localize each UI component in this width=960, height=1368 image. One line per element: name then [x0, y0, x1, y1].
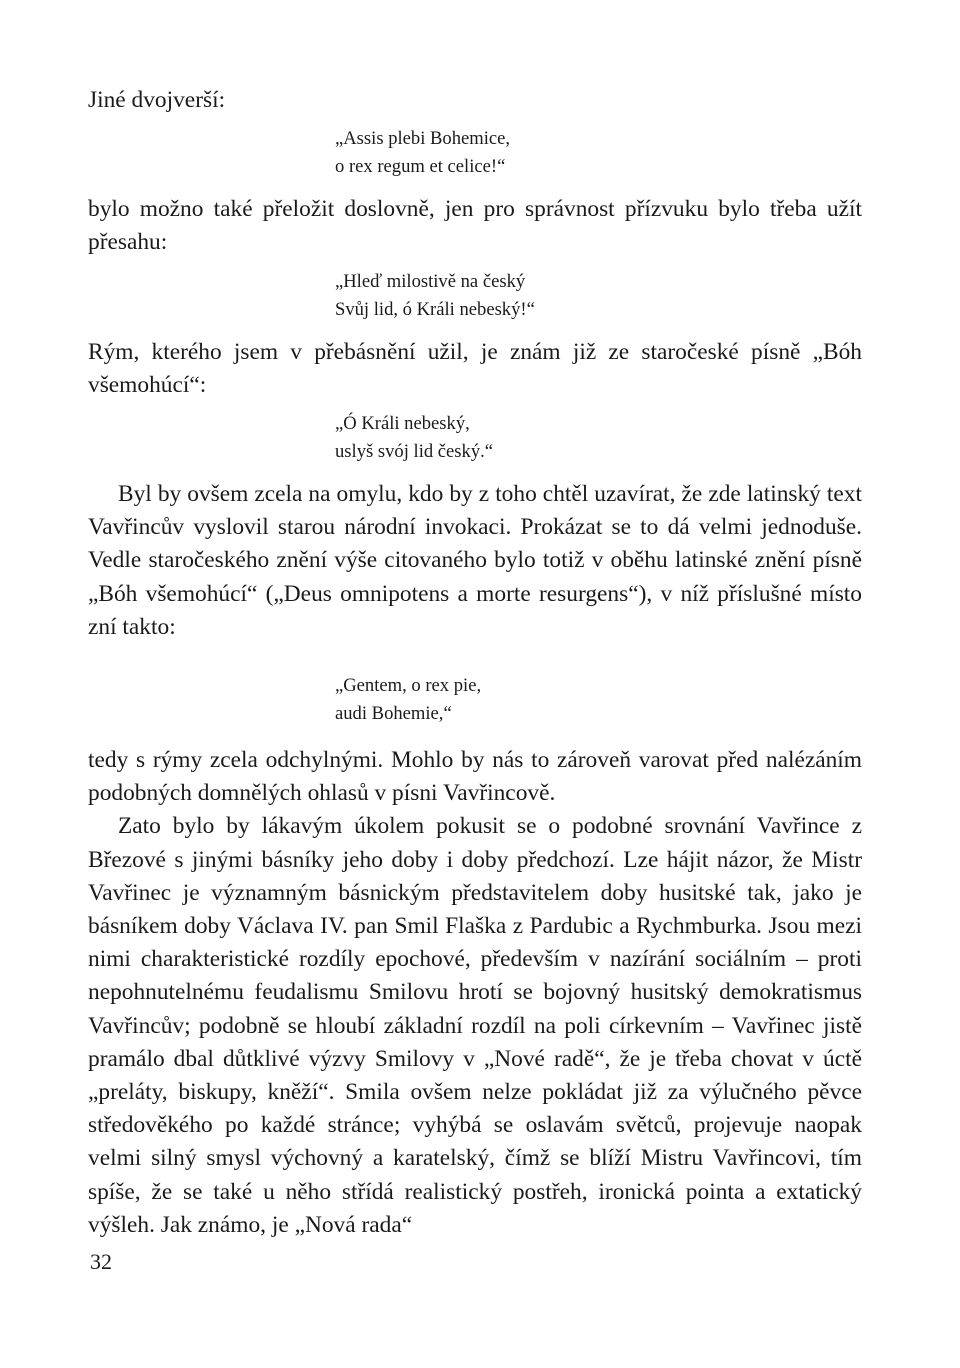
verse-line: o rex regum et celice!“: [335, 156, 506, 178]
page-content: [88, 84, 862, 1242]
verse-line: „Hleď milostivě na český: [335, 270, 526, 292]
paragraph-comparison: Zato bylo by lákavým úkolem pokusit se o podobné srovnání Vavřince z Březové s jinými básníky jeho doby i doby předchozí. Lze hájit názor, že Mistr Vavřinec je významným básnickým představitelem doby husitské tak, jako je básníkem doby Václava IV. pan Smil Flaška z Pardubic a Rychmburka. Jsou mezi nimi charakteristické rozdíly epochové, především v nazírání sociálním – proti nepohnutelnému feudalismu Smilovu hrotí se bojovný husitský demokratismus Vavřincův; podobně se hloubí základní rozdíl na poli církevním – Vavřinec jistě pramálo dbal důtklivé výzvy Smilovy v „Nové radě“, že je třeba chovat v úctě „preláty, biskupy, kněží“. Smila ovšem nelze pokládat již za výlučného pěvce středověkého po každé stránce; vyhýbá se oslavám světců, projevuje naopak velmi silný smysl výchovný a karatelský, čímž se blíží Mistru Vavřincovi, tím spíše, že se také u něho střídá realistický postřeh, ironická pointa a extatický výšleh. Jak známo, je „Nová rada“: [88, 813, 862, 1238]
verse-quote-latin-2: [335, 672, 862, 728]
verse-line: „Ó Králi nebeský,: [335, 413, 470, 435]
paragraph-intro: Jiné dvojverší:: [88, 87, 226, 113]
verse-line: „Assis plebi Bohemice,: [335, 128, 511, 150]
verse-quote-latin-1: [335, 125, 862, 181]
verse-quote-czech-translation: [335, 268, 862, 324]
paragraph-rhyme: Rým, kterého jsem v přebásnění užil, je znám již ze staročeské písně „Bóh všemohúcí“:: [88, 338, 862, 398]
verse-line: audi Bohemie,“: [335, 703, 452, 725]
paragraph-translation: bylo možno také přeložit doslovně, jen pro správnost přízvuku bylo třeba užít přesahu:: [88, 196, 862, 256]
verse-line: „Gentem, o rex pie,: [335, 675, 482, 697]
paragraph-mistake: Byl by ovšem zcela na omylu, kdo by z toho chtěl uzavírat, že zde latinský text Vavřincův vyslovil starou národní invokaci. Prokázat se to dá velmi jednoduše. Vedle staročeského znění výše citovaného bylo totiž v oběhu latinské znění písně „Bóh všemohúcí“ („Deus omnipotens a morte resurgens“), v níž příslušné místo zní takto:: [88, 481, 862, 640]
verse-line: Svůj lid, ó Králi nebeský!“: [335, 298, 535, 320]
paragraph-rhymes: tedy s rýmy zcela odchylnými. Mohlo by nás to zároveň varovat před nalézáním podobných domnělých ohlasů v písni Vavřincově.: [88, 747, 862, 807]
verse-quote-old-czech: [335, 410, 862, 466]
page-number: 32: [90, 1249, 112, 1274]
verse-line: uslyš svój lid český.“: [335, 441, 494, 463]
